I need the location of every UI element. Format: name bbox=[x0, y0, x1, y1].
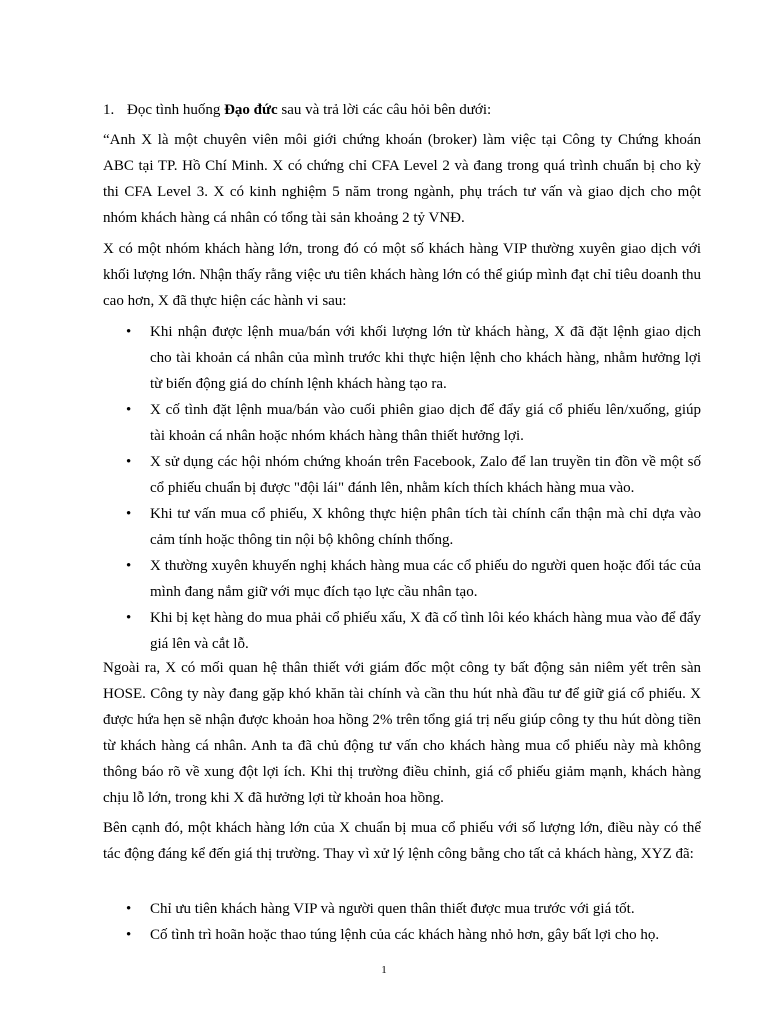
list-item-text: X thường xuyên khuyến nghị khách hàng mua các cổ phiếu do người quen hoặc đối tác của mình đang nắm giữ với mục đích tạo lực cầu nhân tạo. bbox=[150, 558, 701, 600]
list-item bbox=[103, 553, 701, 605]
list-item-text: Khi nhận được lệnh mua/bán với khối lượng lớn từ khách hàng, X đã đặt lệnh giao dịch cho tài khoản cá nhân của mình trước khi thực hiện lệnh cho khách hàng, nhằm hưởng lợi từ biến động giá do chính lệnh khách hàng tạo ra. bbox=[150, 324, 701, 392]
bullet-icon: • bbox=[126, 402, 132, 418]
bullet-icon: • bbox=[126, 506, 132, 522]
list-item-text: Khi bị kẹt hàng do mua phải cổ phiếu xấu, X đã cố tình lôi kéo khách hàng mua vào để đẩy giá lên và cắt lỗ. bbox=[150, 610, 701, 652]
list-item bbox=[103, 449, 701, 501]
question-intro-bold: Đạo đức bbox=[224, 102, 278, 118]
bullet-icon: • bbox=[126, 454, 132, 470]
bullet-icon: • bbox=[126, 558, 132, 574]
list-item-text: X cố tình đặt lệnh mua/bán vào cuối phiên giao dịch để đẩy giá cổ phiếu lên/xuống, giúp tài khoản cá nhân hoặc nhóm khách hàng thân thiết hưởng lợi. bbox=[150, 402, 701, 444]
list-item-text: Cố tình trì hoãn hoặc thao túng lệnh của các khách hàng nhỏ hơn, gây bất lợi cho họ. bbox=[150, 927, 660, 943]
bullet-icon: • bbox=[126, 901, 132, 917]
bullet-icon: • bbox=[126, 324, 132, 340]
question-heading bbox=[103, 97, 701, 123]
paragraph-conflict-of-interest: Ngoài ra, X có mối quan hệ thân thiết với giám đốc một công ty bất động sản niêm yết trên sàn HOSE. Công ty này đang gặp khó khăn tài chính và cần thu hút nhà đầu tư để giữ giá cổ phiếu. X được hứa hẹn sẽ nhận được khoản hoa hồng 2% trên tổng giá trị nếu giúp công ty thu hút dòng tiền từ khách hàng cá nhân. Anh ta đã chủ động tư vấn cho khách hàng mua cổ phiếu này mà không thông báo rõ về xung đột lợi ích. Khi thị trường điều chỉnh, giá cổ phiếu giảm mạnh, khách hàng chịu lỗ lớn, trong khi X đã hưởng lợi từ khoản hoa hồng. bbox=[103, 660, 701, 806]
list-item bbox=[103, 397, 701, 449]
bullet-icon: • bbox=[126, 927, 132, 943]
bullet-icon: • bbox=[126, 610, 132, 626]
unfair-treatment-list bbox=[103, 896, 701, 948]
list-item bbox=[103, 896, 701, 922]
paragraph-large-order: Bên cạnh đó, một khách hàng lớn của X chuẩn bị mua cổ phiếu với số lượng lớn, điều này có thể tác động đáng kể đến giá thị trường. Thay vì xử lý lệnh công bằng cho tất cả khách hàng, XYZ đã: bbox=[103, 820, 701, 862]
list-item bbox=[103, 605, 701, 657]
list-item-text: Khi tư vấn mua cổ phiếu, X không thực hiện phân tích tài chính cẩn thận mà chỉ dựa vào cảm tính hoặc thông tin nội bộ không chính thống. bbox=[150, 506, 701, 548]
question-number: 1. bbox=[103, 102, 115, 118]
paragraph-behaviors-intro: X có một nhóm khách hàng lớn, trong đó có một số khách hàng VIP thường xuyên giao dịch với khối lượng lớn. Nhận thấy rằng việc ưu tiên khách hàng lớn có thể giúp mình đạt chỉ tiêu doanh thu cao hơn, X đã thực hiện các hành vi sau: bbox=[103, 241, 701, 309]
list-item bbox=[103, 922, 701, 948]
list-item bbox=[103, 501, 701, 553]
list-item bbox=[103, 319, 701, 397]
page-number: 1 bbox=[381, 964, 387, 976]
paragraph-intro: “Anh X là một chuyên viên môi giới chứng khoán (broker) làm việc tại Công ty Chứng khoán ABC tại TP. Hồ Chí Minh. X có chứng chỉ CFA Level 2 và đang trong quá trình chuẩn bị cho kỳ thi CFA Level 3. X có kinh nghiệm 5 năm trong ngành, phụ trách tư vấn và giao dịch cho một nhóm khách hàng cá nhân có tổng tài sản khoảng 2 tỷ VNĐ. bbox=[103, 132, 701, 226]
behavior-list bbox=[103, 319, 701, 657]
question-intro-before: Đọc tình huống bbox=[127, 102, 225, 118]
list-item-text: X sử dụng các hội nhóm chứng khoán trên Facebook, Zalo để lan truyền tin đồn về một số cổ phiếu chuẩn bị được "đội lái" đánh lên, nhằm kích thích khách hàng mua vào. bbox=[150, 454, 701, 496]
list-item-text: Chỉ ưu tiên khách hàng VIP và người quen thân thiết được mua trước với giá tốt. bbox=[150, 901, 635, 917]
question-intro-after: sau và trả lời các câu hỏi bên dưới: bbox=[277, 102, 492, 118]
